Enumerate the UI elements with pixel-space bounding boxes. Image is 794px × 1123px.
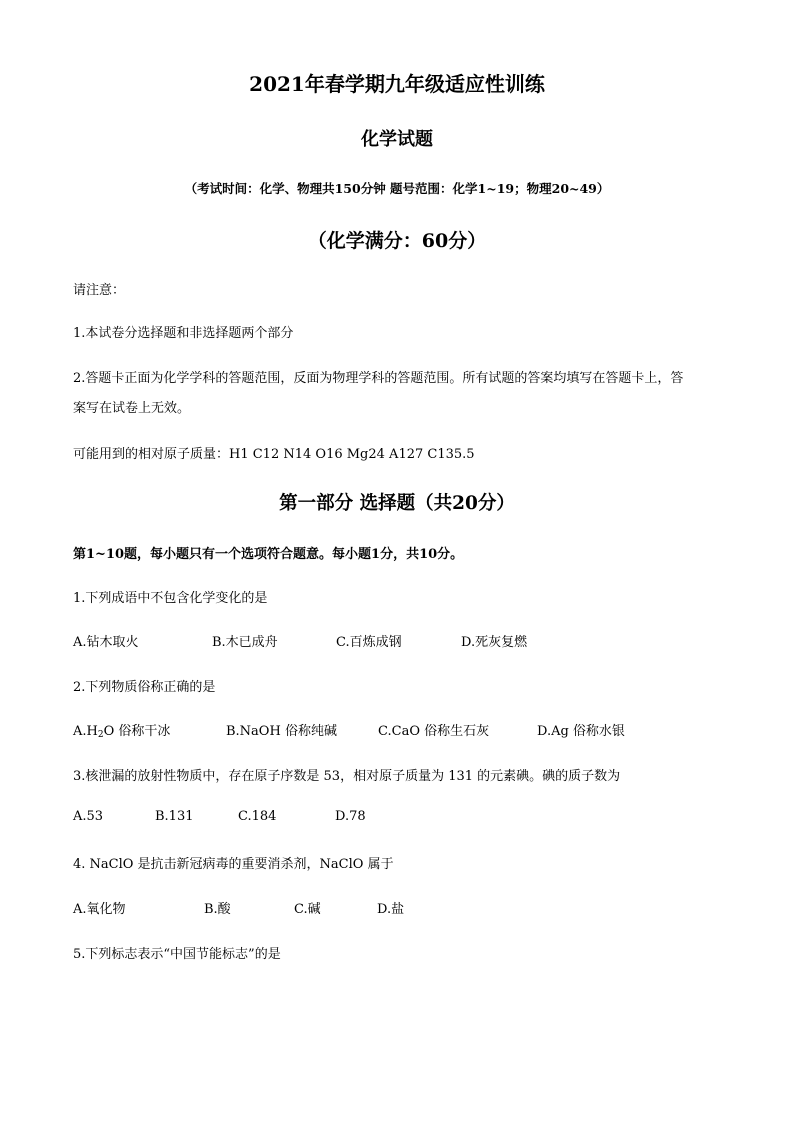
question-5-stem: 5.下列标志表示“中国节能标志”的是 [73,947,281,962]
option-a-prefix: A.H [73,724,98,739]
full-score: （化学满分：60分） [307,230,487,252]
atomic-masses: 可能用到的相对原子质量：H1 C12 N14 O16 Mg24 A127 C135.5 [73,447,475,462]
question-3-stem: 3.核泄漏的放射性物质中，存在原子序数是 53，相对原子质量为 131 的元素碘。碘的质子数为 [73,769,621,784]
notice-item-1: 1.本试卷分选择题和非选择题两个部分 [73,326,294,341]
part-one-instruction: 第1~10题，每小题只有一个选项符合题意。每小题1分，共10分。 [73,547,464,562]
subject-title: 化学试题 [361,129,433,150]
question-3-option-a: A.53 [73,809,104,824]
question-2-option-d: D.Ag 俗称水银 [537,724,625,739]
question-2-stem: 2.下列物质俗称正确的是 [73,680,216,695]
question-2-option-a [73,720,170,740]
question-3-option-b: B.131 [155,809,194,824]
question-3-option-d: D.78 [335,809,366,824]
question-1-option-c: C.百炼成钢 [336,635,402,650]
exam-info: （考试时间：化学、物理共150分钟 题号范围：化学1~19；物理20~49） [184,181,610,196]
option-a-subscript: 2 [97,730,104,740]
question-1-stem: 1.下列成语中不包含化学变化的是 [73,591,268,606]
question-2-option-c: C.CaO 俗称生石灰 [378,724,490,739]
notice-heading: 请注意： [73,283,126,298]
part-one-title: 第一部分 选择题（共20分） [279,493,515,514]
notice-item-2-line-2: 案写在试卷上无效。 [73,401,191,416]
question-4-option-a: A.氧化物 [73,902,126,917]
question-4-option-b: B.酸 [204,902,231,917]
question-4-option-c: C.碱 [294,902,321,917]
question-4-option-d: D.盐 [377,902,405,917]
question-3-option-c: C.184 [238,809,277,824]
option-a-suffix: O 俗称干冰 [103,724,171,739]
question-4-stem: 4. NaClO 是抗击新冠病毒的重要消杀剂，NaClO 属于 [73,857,394,872]
question-1-option-b: B.木已成舟 [212,635,278,650]
page-title: 2021年春学期九年级适应性训练 [249,72,545,96]
question-1-option-a: A.钻木取火 [73,635,139,650]
question-2-option-b: B.NaOH 俗称纯碱 [226,724,337,739]
question-1-option-d: D.死灰复燃 [461,635,528,650]
notice-item-2-line-1: 2.答题卡正面为化学学科的答题范围，反面为物理学科的答题范围。所有试题的答案均填写在答题卡上，答 [73,371,684,386]
